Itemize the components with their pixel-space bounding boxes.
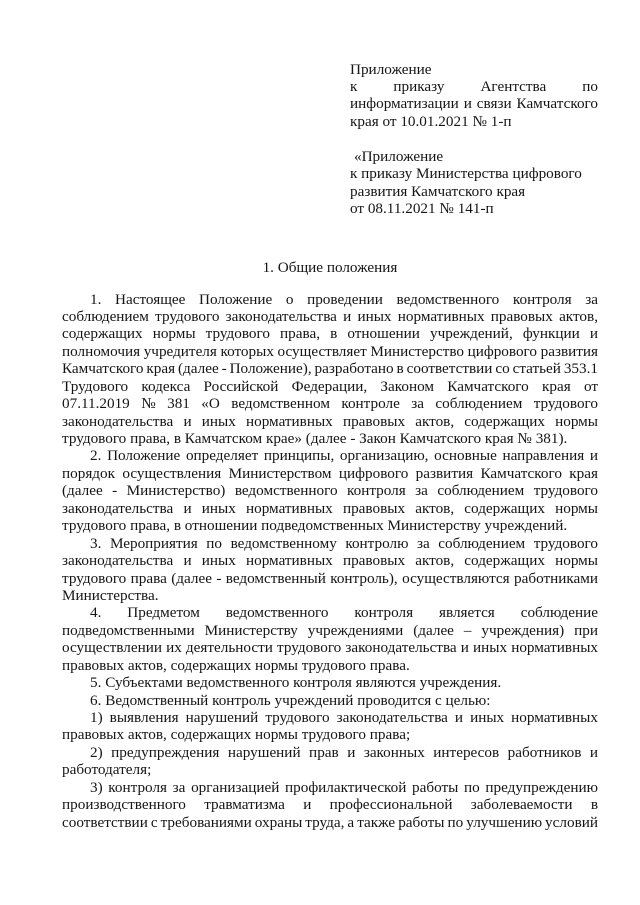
appendix-line: края от 10.01.2021 № 1-п: [350, 112, 512, 130]
appendix-line: от 08.11.2021 № 141-п: [350, 200, 494, 218]
appendix-agency-order: [350, 61, 598, 131]
section-heading: [62, 259, 598, 276]
paragraph-line: соблюдением трудового законодательства и иных нормативных правовых актов,: [62, 307, 598, 325]
document-body: [62, 291, 598, 832]
appendix-line: к приказу Министерства цифрового: [350, 165, 582, 183]
paragraph-line: Министерства.: [62, 586, 159, 604]
paragraph-line: 4. Предметом ведомственного контроля является соблюдение: [90, 604, 598, 622]
paragraph-line: Камчатского края (далее - Положение), разработано в соответствии со статьей 353.1: [62, 360, 598, 378]
paragraph-3: [62, 535, 598, 605]
paragraph-line: осуществлении их деятельности трудового законодательства и иных нормативных: [62, 639, 598, 657]
paragraph-line: правовых актов, содержащих нормы трудового права.: [62, 656, 410, 674]
paragraph-line: 2) предупреждения нарушений прав и законных интересов работников и: [90, 743, 598, 761]
appendix-line: «Приложение: [354, 147, 444, 165]
paragraph-line: 07.11.2019 № 381 «О ведомственном контроле за соблюдением трудового: [62, 395, 598, 413]
appendix-line: к приказу Агентства по: [350, 77, 598, 95]
paragraph-line: полномочия учредителя которых осуществляет Министерство цифрового развития: [62, 342, 598, 360]
appendix-line: развития Камчатского края: [350, 182, 526, 200]
section-title: 1. Общие положения: [262, 258, 398, 276]
paragraph-line: подведомственными Министерству учреждениями (далее – учреждения) при: [62, 621, 598, 639]
list-item-3: [62, 779, 598, 831]
paragraph-line: трудового права, в отношении подведомственных Министерству учреждений.: [62, 517, 568, 535]
paragraph-line: производственного травматизма и профессиональной заболеваемости в: [62, 796, 598, 814]
paragraph-line: 3) контроля за организацией профилактической работы по предупреждению: [90, 778, 598, 796]
paragraph-line: правовых актов, содержащих нормы трудового права;: [62, 726, 411, 744]
paragraph-1: [62, 291, 598, 448]
paragraph-line: законодательства и иных нормативных правовых актов, содержащих нормы: [62, 552, 598, 570]
paragraph-2: [62, 447, 598, 534]
paragraph-line: 3. Мероприятия по ведомственному контролю за соблюдением трудового: [90, 534, 598, 552]
paragraph-line: 1. Настоящее Положение о проведении ведомственного контроля за: [90, 290, 598, 308]
paragraph-line: содержащих нормы трудового права, в отношении учреждений, функции и: [62, 325, 598, 343]
appendix-line: информатизации и связи Камчатского: [350, 95, 598, 113]
paragraph-line: 6. Ведомственный контроль учреждений проводится с целью:: [90, 691, 491, 709]
list-item-2: [62, 744, 598, 779]
paragraph-line: законодательства и иных нормативных правовых актов, содержащих нормы: [62, 499, 598, 517]
appendix-line: Приложение: [350, 60, 432, 78]
paragraph-line: (далее - Министерство) ведомственного контроля за соблюдением трудового: [62, 482, 598, 500]
paragraph-line: трудового права, в Камчатском крае» (далее - Закон Камчатского края № 381).: [62, 430, 568, 447]
paragraph-line: законодательства и иных нормативных правовых актов, содержащих нормы: [62, 412, 598, 430]
appendix-ministry-order: [350, 148, 598, 218]
paragraph-line: соответствии с требованиями охраны труда, а также работы по улучшению условий: [62, 813, 598, 831]
paragraph-4: [62, 604, 598, 674]
paragraph-line: 2. Положение определяет принципы, организацию, основные направления и: [90, 447, 598, 465]
paragraph-line: порядок осуществления Министерством цифрового развития Камчатского края: [62, 464, 598, 482]
list-item-1: [62, 709, 598, 744]
paragraph-line: 5. Субъектами ведомственного контроля являются учреждения.: [90, 674, 502, 692]
paragraph-5: [62, 674, 598, 691]
paragraph-line: Трудового кодекса Российской Федерации, Законом Камчатского края от: [62, 377, 598, 395]
paragraph-line: трудового права (далее - ведомственный контроль), осуществляются работниками: [62, 569, 598, 587]
paragraph-6: [62, 692, 598, 709]
paragraph-line: 1) выявления нарушений трудового законодательства и иных нормативных: [90, 709, 598, 726]
paragraph-line: работодателя;: [62, 761, 152, 779]
